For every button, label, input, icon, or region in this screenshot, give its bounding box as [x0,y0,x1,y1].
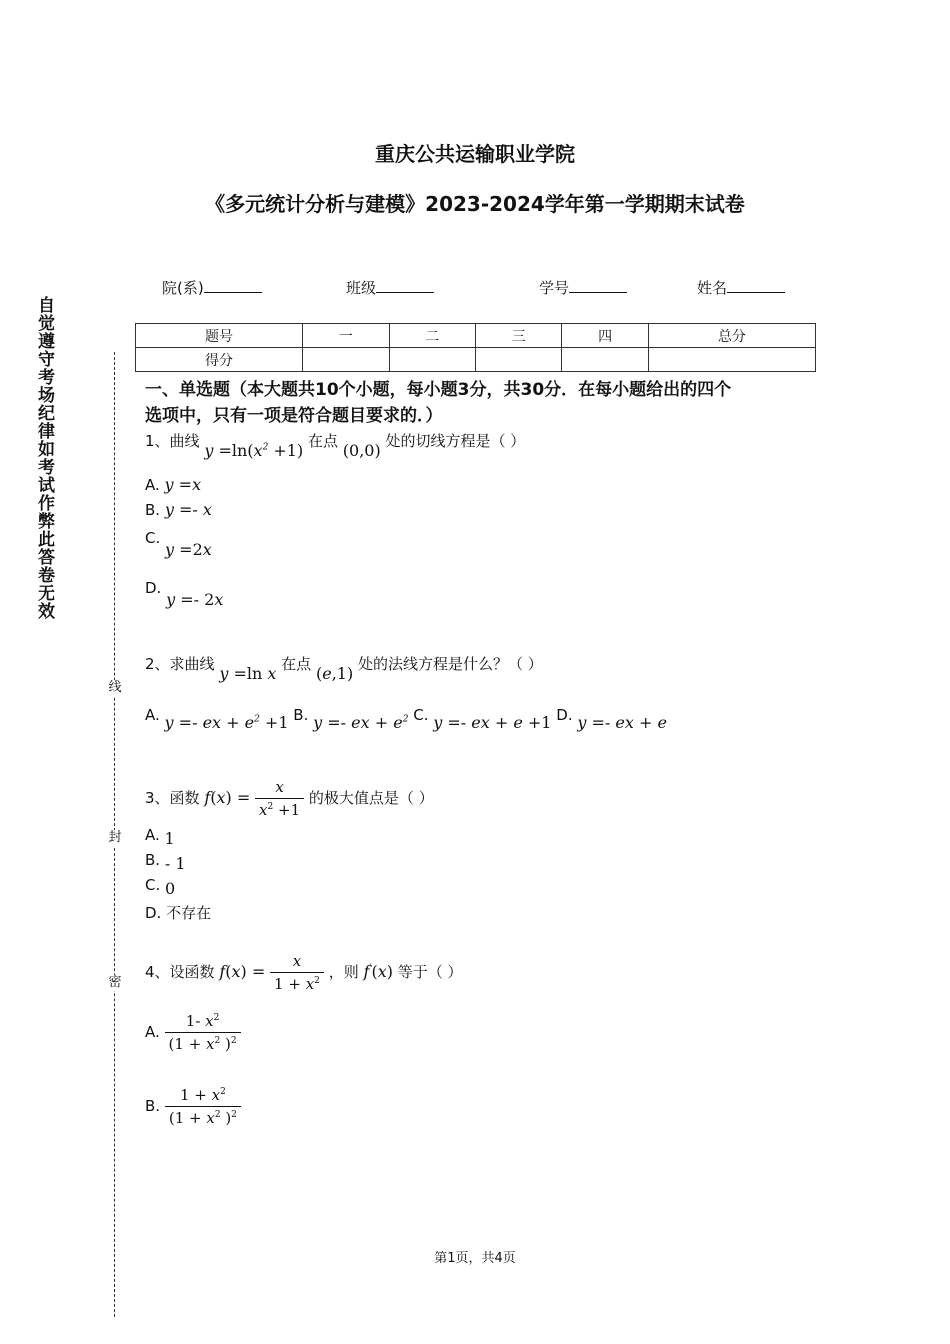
score-header-cell: 一 [303,324,389,348]
q2-option-d[interactable] [556,706,667,732]
q4-post: 等于（ ） [397,963,463,981]
option-label: B. [293,706,309,724]
name-field[interactable] [697,276,785,298]
q3-pre: 3、函数 [145,789,200,807]
q2-c-formula: y =- ex + e +1 [433,713,552,732]
q2-b-formula: y =- ex + $e^2$ [313,713,409,732]
q4-a-fraction: $\frac{1- x^2}{(1 + x^2 )^2}$ [165,1012,241,1053]
q1-point: (0,0) [342,441,381,460]
q3-b-value: - 1 [164,854,186,873]
option-label: C. [145,876,161,894]
option-label: A. [145,1023,160,1041]
q3-fraction: $\frac{x}{x^2 +1}$ [255,778,304,819]
q4-function: f(x) = [219,962,266,981]
question-1 [145,430,526,460]
section-heading [145,377,731,429]
q2-a-formula: y =- ex + $e^2 +1$ [164,713,289,732]
q1-option-d[interactable] [145,578,224,609]
q1-post: 处的切线方程是（ ） [385,432,526,450]
section-heading-line2: 选项中，只有一项是符合题目要求的．） [145,406,443,426]
option-label: A. [145,826,160,844]
section-heading-line1: 一、单选题（本大题共10个小题，每小题3分，共30分．在每小题给出的四个 [145,380,732,400]
student-id-label: 学号 [539,279,570,297]
option-label: D. [556,706,573,724]
q3-d-text: 不存在 [166,904,212,922]
class-blank[interactable] [376,276,434,293]
q3-option-c[interactable] [145,875,176,898]
q3-post: 的极大值点是（ ） [308,789,434,807]
score-table [135,323,816,372]
option-label: C. [145,529,161,547]
score-header-cell: 二 [389,324,475,348]
class-label: 班级 [346,279,377,297]
q4-derivative: f′(x) [363,962,393,981]
q1-option-c[interactable] [145,528,212,559]
q2-option-c[interactable] [413,706,552,732]
score-header-cell: 题号 [136,324,303,348]
q2-post: 处的法线方程是什么？（ ） [357,655,543,673]
class-field[interactable] [346,276,434,298]
q2-d-formula: y =- ex + e [577,713,667,732]
seal-label-line: 线 [108,680,122,695]
score-table-header-row [136,324,816,348]
student-id-blank[interactable] [569,276,627,293]
score-cell[interactable] [648,348,815,372]
score-header-cell: 四 [562,324,648,348]
q2-option-a[interactable] [145,706,289,732]
student-id-field[interactable] [539,276,627,298]
q4-mid: ，则 [328,963,359,981]
score-cell[interactable] [475,348,561,372]
q1-a-formula: y =x [164,475,202,494]
score-table-score-row [136,348,816,372]
q3-option-a[interactable] [145,825,175,848]
q1-option-b[interactable] [145,500,212,519]
q1-curve-formula: $y =\ln(x^2 +1)$ [204,441,304,460]
department-blank[interactable] [204,276,262,293]
seal-label-secret: 密 [108,975,122,990]
q2-curve-formula: y =ln x [219,664,277,683]
score-header-cell: 总分 [648,324,815,348]
name-label: 姓名 [697,279,728,297]
q1-mid: 在点 [308,432,339,450]
q2-option-b[interactable] [293,706,409,732]
q4-b-fraction: $\frac{1 + x^2}{(1 + x^2 )^2}$ [165,1086,241,1127]
option-label: A. [145,476,160,494]
q1-c-formula: y =2x [165,540,212,559]
q2-mid: 在点 [281,655,312,673]
q4-fraction: $\frac{x}{1 + x^2}$ [270,952,324,993]
q2-options-row [145,705,667,732]
score-row-label: 得分 [136,348,303,372]
option-label: B. [145,851,161,869]
q3-a-value: 1 [164,829,175,848]
question-4 [145,952,463,993]
question-3 [145,778,434,819]
option-label: B. [145,1097,161,1115]
score-cell[interactable] [562,348,648,372]
q1-b-formula: y =- x [164,500,212,519]
name-blank[interactable] [727,276,785,293]
exam-title: 《多元统计分析与建模》2023-2024学年第一学期期末试卷 [205,192,745,216]
exam-discipline-warning: 自觉遵守考场纪律如考试作弊此答卷无效 [34,296,54,620]
q4-option-b[interactable] [145,1086,241,1127]
q4-pre: 4、设函数 [145,963,215,981]
q2-pre: 2、求曲线 [145,655,215,673]
seal-label-seal: 封 [108,830,122,845]
q2-point: (e,1) [315,664,354,683]
q3-option-b[interactable] [145,850,186,873]
department-field[interactable] [162,276,262,298]
option-label: D. [145,579,162,597]
q3-function: f(x) = [204,788,251,807]
score-cell[interactable] [389,348,475,372]
department-label: 院(系) [162,279,204,297]
option-label: C. [413,706,429,724]
q3-option-d[interactable] [145,902,211,923]
option-label: A. [145,706,160,724]
q3-c-value: 0 [165,879,176,898]
q4-option-a[interactable] [145,1012,241,1053]
q1-pre: 1、曲线 [145,432,200,450]
score-header-cell: 三 [475,324,561,348]
option-label: B. [145,501,161,519]
question-2 [145,653,543,683]
q1-d-formula: y =- 2x [166,590,224,609]
score-cell[interactable] [303,348,389,372]
option-label: D. [145,904,162,922]
q1-option-a[interactable] [145,475,201,494]
page-footer: 第1页，共4页 [434,1251,516,1266]
school-name: 重庆公共运输职业学院 [375,142,575,166]
